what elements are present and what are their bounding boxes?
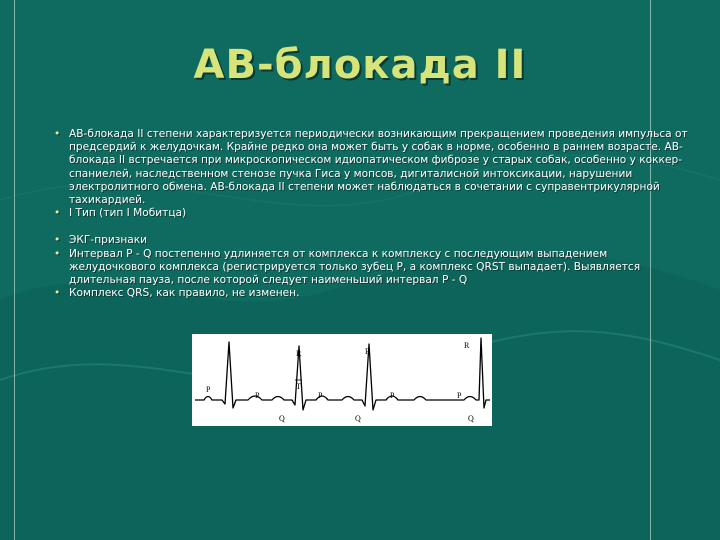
ecg-label-r: R	[296, 349, 302, 358]
bullet-list	[54, 128, 694, 300]
ecg-label-r: R	[464, 341, 470, 350]
bullet-dot: •	[54, 247, 61, 260]
bullet-text: Интервал Р - Q постепенно удлиняется от комплекса к комплексу с последующим выпадением желудочкового комплекса (регистрируется только зубец Р, а комплекс QRST выпадает). Выявляется длительная пауза, после которой следует наименьший интервал P - Q	[69, 247, 641, 287]
bullet-dot: •	[54, 207, 61, 220]
bullet-text: I Тип (тип I Мобитца)	[69, 207, 187, 220]
ecg-trace-svg	[192, 334, 492, 426]
ecg-label-p: P	[390, 391, 395, 400]
ecg-label-p: P	[255, 391, 260, 400]
bullet-item	[54, 287, 694, 300]
ecg-trace-line	[195, 338, 490, 410]
ecg-label-r: R	[365, 347, 371, 356]
bullet-dot: •	[54, 234, 61, 247]
ecg-label-p: P	[206, 385, 211, 394]
ecg-label-q: Q	[279, 414, 285, 423]
bullet-item	[54, 234, 694, 247]
bullet-item	[54, 128, 694, 207]
ecg-label-q: Q	[355, 414, 361, 423]
ecg-label-t: T	[296, 382, 301, 391]
bullet-item	[54, 248, 694, 288]
ecg-label-p: P	[318, 391, 323, 400]
bullet-text: ЭКГ-признаки	[69, 234, 148, 247]
slide-title: АВ-блокада II	[193, 42, 527, 88]
bullet-dot: •	[54, 128, 61, 140]
bullet-dot: •	[54, 287, 61, 300]
bullet-text: АВ-блокада II степени характеризуется периодически возникающим прекращением проведения импульса от предсердий к желудочкам. Крайне редко она может быть у собак в норме, особенно в раннем возрасте. АВ-блокада II встречается при микроскопическом идиопатическом фиброзе у старых собак, особенно у коккер-спаниелей, наследственном стенозе пучка Гиса у мопсов, дигиталисной интоксикации, нарушении электролитного обмена. АВ-блокада II степени может наблюдаться в сочетании с суправентрикулярной тахикардией.	[69, 128, 688, 207]
ecg-figure	[192, 334, 492, 426]
ecg-label-q: Q	[468, 414, 474, 423]
bullet-item	[54, 207, 694, 220]
bullet-text: Комплекс QRS, как правило, не изменен.	[69, 287, 300, 300]
ecg-label-p: P	[457, 391, 462, 400]
